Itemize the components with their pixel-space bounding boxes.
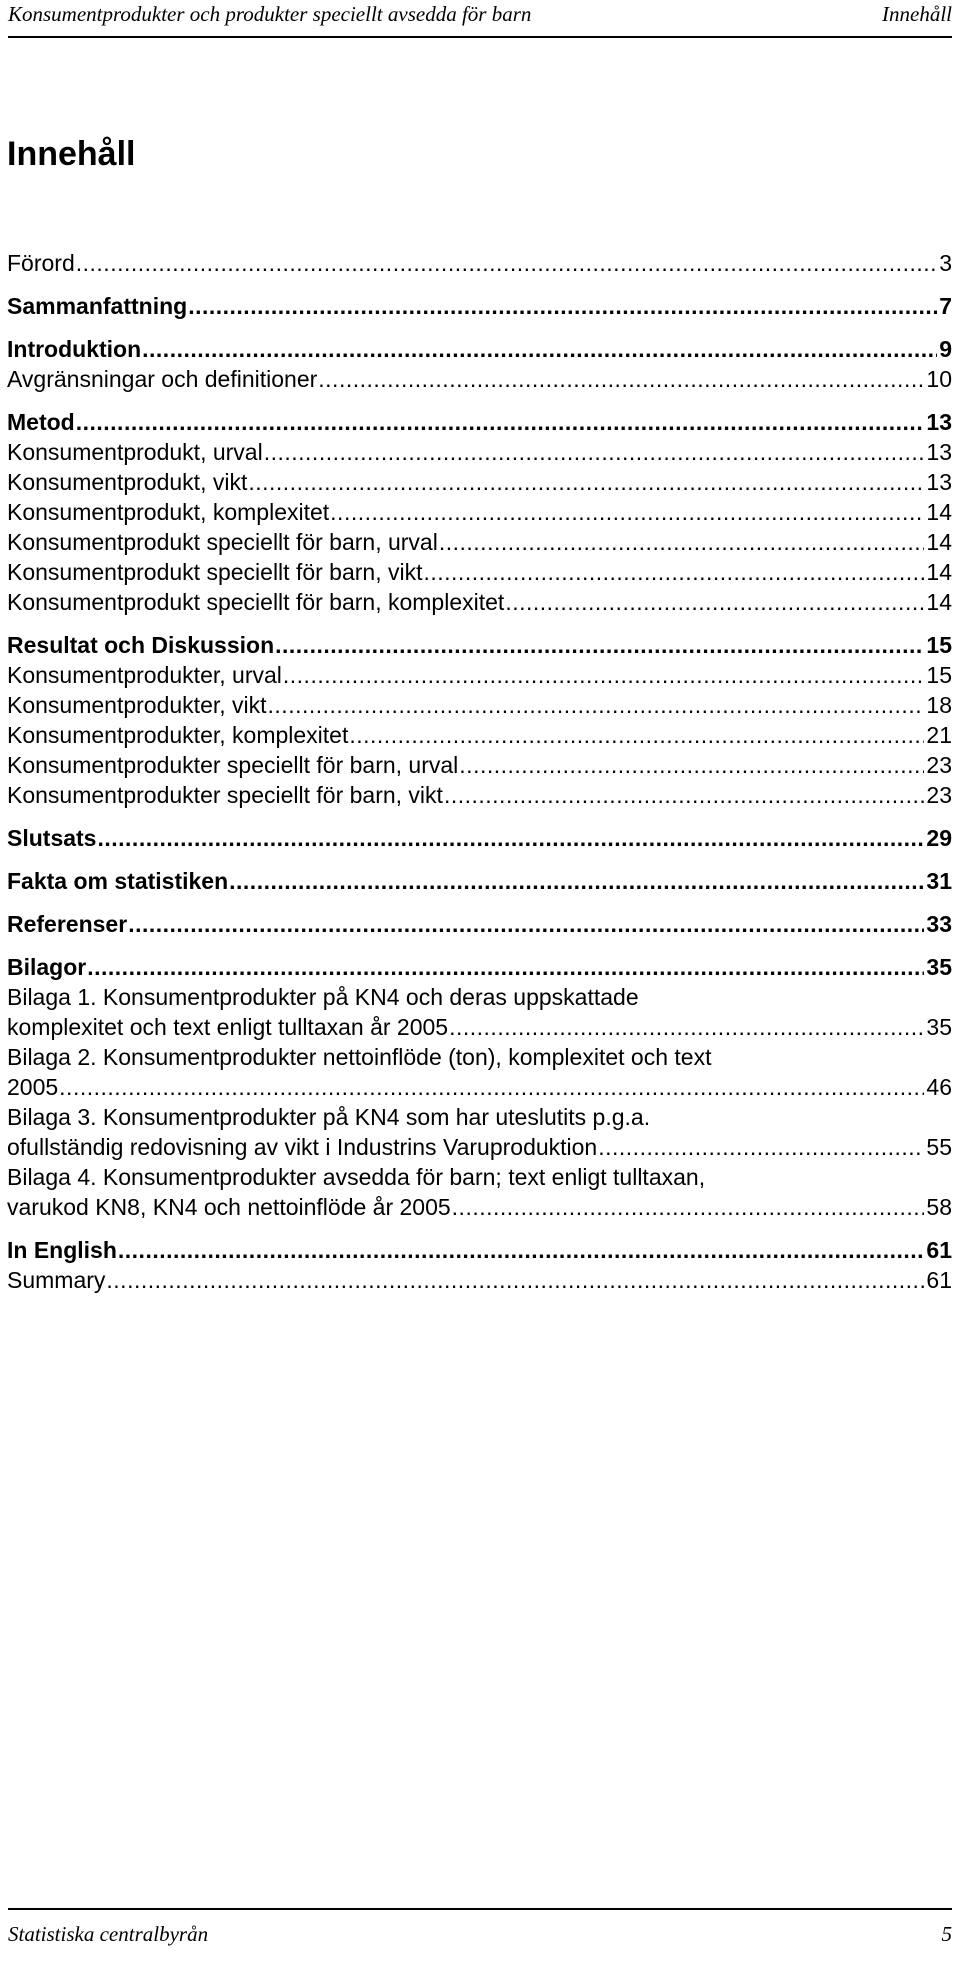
toc-entry[interactable] <box>7 407 952 437</box>
toc-entry-page: 31 <box>926 868 952 894</box>
toc-entry[interactable] <box>7 720 952 750</box>
toc-entry-page: 46 <box>926 1074 952 1100</box>
toc-leader-dots <box>128 909 924 939</box>
toc-entry[interactable] <box>7 909 952 939</box>
toc-entry[interactable] <box>7 982 952 1042</box>
toc-leader-dots <box>349 720 924 750</box>
toc-entry[interactable] <box>7 334 952 364</box>
toc-leader-dots <box>444 780 924 810</box>
toc-leader-dots <box>505 587 924 617</box>
toc-entry-page: 3 <box>939 250 952 276</box>
toc-entry-title: Konsumentprodukt speciellt för barn, komplexitet <box>7 589 505 615</box>
toc-leader-dots <box>459 750 924 780</box>
toc-leader-dots <box>264 437 925 467</box>
toc-entry[interactable] <box>7 1265 952 1295</box>
toc-leader-dots <box>59 1072 924 1102</box>
toc-entry-title: Bilaga 3. Konsumentprodukter på KN4 som har uteslutits p.g.a. <box>7 1104 651 1130</box>
toc-entry-title: komplexitet och text enligt tulltaxan år 2005 <box>7 1014 449 1040</box>
toc-entry-title: Konsumentprodukt, vikt <box>7 469 248 495</box>
toc-entry-title: Konsumentprodukt speciellt för barn, urval <box>7 529 438 555</box>
toc-entry-page: 21 <box>926 722 952 748</box>
toc-entry[interactable] <box>7 557 952 587</box>
toc-leader-dots <box>97 823 924 853</box>
toc-entry-title: Konsumentprodukt, komplexitet <box>7 499 330 525</box>
toc-entry[interactable] <box>7 866 952 896</box>
toc-leader-dots <box>248 467 924 497</box>
toc-leader-dots <box>330 497 924 527</box>
toc-entry-title: Bilaga 4. Konsumentprodukter avsedda för barn; text enligt tulltaxan, <box>7 1164 706 1190</box>
toc-entry[interactable] <box>7 780 952 810</box>
page-header <box>8 0 952 38</box>
toc-leader-dots <box>76 407 925 437</box>
page-title: Innehåll <box>7 135 136 173</box>
toc-entry-title: varukod KN8, KN4 och nettoinflöde år 2005 <box>7 1194 451 1220</box>
toc-entry-page: 29 <box>926 825 952 851</box>
toc-leader-dots <box>283 660 925 690</box>
toc-entry-title: Metod <box>7 409 75 435</box>
toc-entry[interactable] <box>7 467 952 497</box>
toc-entry-title: Konsumentprodukt, urval <box>7 439 263 465</box>
toc-entry-title: Konsumentprodukter, urval <box>7 662 282 688</box>
toc-entry-title: Konsumentprodukter, komplexitet <box>7 722 349 748</box>
toc-entry-page: 14 <box>926 499 952 525</box>
toc-entry[interactable] <box>7 1042 952 1102</box>
header-section-title: Innehåll <box>882 2 952 26</box>
toc-entry-page: 13 <box>926 469 952 495</box>
toc-entry-title: Resultat och Diskussion <box>7 632 275 658</box>
toc-entry-page: 61 <box>926 1237 952 1263</box>
toc-entry-page: 13 <box>926 439 952 465</box>
toc-entry-title: Summary <box>7 1267 106 1293</box>
toc-leader-dots <box>449 1012 924 1042</box>
toc-entry-page: 14 <box>926 559 952 585</box>
toc-entry[interactable] <box>7 291 952 321</box>
toc-entry-page: 58 <box>926 1194 952 1220</box>
toc-leader-dots <box>452 1192 925 1222</box>
toc-entry-title: Konsumentprodukter, vikt <box>7 692 267 718</box>
toc-entry-title: Bilaga 2. Konsumentprodukter nettoinflöde (ton), komplexitet och text <box>7 1044 712 1070</box>
toc-entry-title: 2005 <box>7 1074 59 1100</box>
toc-entry[interactable] <box>7 1235 952 1265</box>
toc-entry-page: 9 <box>939 336 952 362</box>
toc-entry-page: 35 <box>926 1014 952 1040</box>
page-number: 5 <box>941 1922 952 1946</box>
toc-entry-page: 15 <box>926 662 952 688</box>
toc-leader-dots <box>142 334 937 364</box>
toc-entry[interactable] <box>7 587 952 617</box>
toc-leader-dots <box>423 557 924 587</box>
toc-entry-page: 14 <box>926 529 952 555</box>
toc-leader-dots <box>229 866 924 896</box>
toc-entry-page: 14 <box>926 589 952 615</box>
toc-entry-title: Introduktion <box>7 336 142 362</box>
toc-entry-title: Konsumentprodukt speciellt för barn, vikt <box>7 559 423 585</box>
toc-leader-dots <box>598 1132 924 1162</box>
toc-entry-page: 55 <box>926 1134 952 1160</box>
toc-entry-title: ofullständig redovisning av vikt i Industrins Varuproduktion <box>7 1134 598 1160</box>
toc-entry-page: 23 <box>926 752 952 778</box>
toc-entry[interactable] <box>7 364 952 394</box>
toc-entry-page: 18 <box>926 692 952 718</box>
toc-leader-dots <box>106 1265 924 1295</box>
toc-entry[interactable] <box>7 1102 952 1162</box>
toc-entry[interactable] <box>7 690 952 720</box>
toc-entry-page: 7 <box>939 293 952 319</box>
toc-leader-dots <box>318 364 924 394</box>
toc-entry-page: 15 <box>926 632 952 658</box>
toc-entry-title: Slutsats <box>7 825 97 851</box>
toc-leader-dots <box>76 248 937 278</box>
toc-entry[interactable] <box>7 750 952 780</box>
toc-entry-title: Förord <box>7 250 75 276</box>
toc-entry[interactable] <box>7 660 952 690</box>
toc-entry-page: 33 <box>926 911 952 937</box>
toc-entry-title: Referenser <box>7 911 128 937</box>
toc-leader-dots <box>275 630 924 660</box>
toc-leader-dots <box>439 527 925 557</box>
toc-entry-title: Sammanfattning <box>7 293 188 319</box>
toc-entry-title: Fakta om statistiken <box>7 868 229 894</box>
toc-leader-dots <box>268 690 925 720</box>
toc-entry-page: 61 <box>926 1267 952 1293</box>
toc-leader-dots <box>87 952 924 982</box>
page-footer <box>8 1908 952 1954</box>
toc-entry[interactable] <box>7 497 952 527</box>
footer-publisher: Statistiska centralbyrån <box>8 1922 209 1946</box>
toc-entry[interactable] <box>7 952 952 982</box>
toc-leader-dots <box>118 1235 925 1265</box>
toc-entry-page: 23 <box>926 782 952 808</box>
toc-entry-page: 10 <box>926 366 952 392</box>
toc-entry[interactable] <box>7 1162 952 1222</box>
toc-leader-dots <box>188 291 937 321</box>
toc-entry[interactable] <box>7 630 952 660</box>
toc-entry[interactable] <box>7 527 952 557</box>
toc-entry-page: 13 <box>926 409 952 435</box>
toc-entry-title: In English <box>7 1237 117 1263</box>
toc-entry-title: Konsumentprodukter speciellt för barn, urval <box>7 752 459 778</box>
toc-entry-title: Bilaga 1. Konsumentprodukter på KN4 och deras uppskattade <box>7 984 639 1010</box>
toc-entry[interactable] <box>7 248 952 278</box>
toc-entry-title: Bilagor <box>7 954 87 980</box>
toc-entry[interactable] <box>7 823 952 853</box>
header-document-title: Konsumentprodukter och produkter speciellt avsedda för barn <box>8 2 532 26</box>
toc-entry[interactable] <box>7 437 952 467</box>
toc-entry-title: Konsumentprodukter speciellt för barn, vikt <box>7 782 443 808</box>
toc-entry-title: Avgränsningar och definitioner <box>7 366 318 392</box>
toc-entry-page: 35 <box>926 954 952 980</box>
table-of-contents <box>7 248 952 1295</box>
